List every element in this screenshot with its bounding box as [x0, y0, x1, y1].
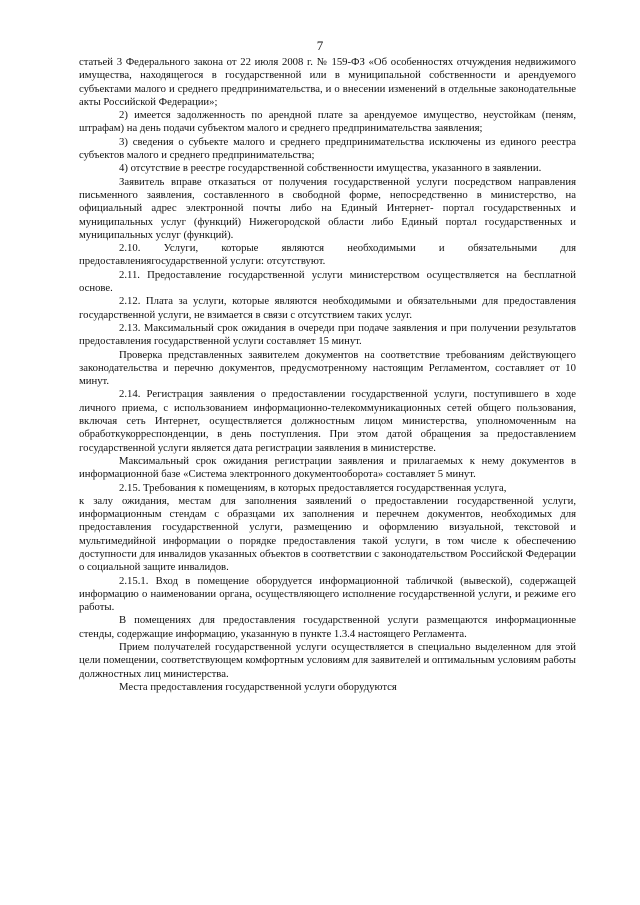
- paragraph: 2.11. Предоставление государственной услуги министерством осуществляется на бесплатной основе.: [79, 268, 576, 295]
- paragraph: 2.15.1. Вход в помещение оборудуется информационной табличкой (вывеской), содержащей информацию о наименовании органа, осуществляющего исполнение государственной услуги, и режиме его работы.: [79, 574, 576, 614]
- page-number: 7: [316, 38, 324, 53]
- paragraph: 2) имеется задолженность по арендной плате за арендуемое имущество, неустойкам (пеням, штрафам) на день подачи субъектом малого и среднего предпринимательства заявления;: [79, 109, 576, 135]
- paragraph: 3) сведения о субъекте малого и среднего предпринимательства исключены из единого реестра субъектов малого и среднего предпринимательства;: [79, 135, 576, 162]
- paragraph: 2.13. Максимальный срок ожидания в очереди при подаче заявления и при получении результатов предоставления государственной услуги составляет 15 минут.: [79, 321, 576, 348]
- paragraph: 2.14. Регистрация заявления о предоставлении государственной услуги, поступившего в ходе личного приема, с использованием информационно-телекоммуникационных сетей общего пользования, включая сеть Интернет, осуществляется должностным лицом министерства, уполномоченным на обработкукорреспонденции, в день поступления. При этом датой обращения за предоставлением государственной услуги является дата регистрации заявления в министерстве.: [79, 388, 576, 454]
- paragraph: 2.15. Требования к помещениям, в которых предоставляется государственная услуга,: [119, 481, 507, 494]
- paragraph: 2.12. Плата за услуги, которые являются необходимыми и обязательными для предоставления государственной услуги, не взимается в связи с отсутствием таких услуг.: [79, 295, 576, 321]
- paragraph: Места предоставления государственной услуги оборудуются: [119, 680, 397, 693]
- document-body: [79, 56, 576, 694]
- paragraph: статьей 3 Федерального закона от 22 июля 2008 г. № 159-ФЗ «Об особенностях отчуждения недвижимого имущества, находящегося в государственной или в муниципальной собственности и арендуемого субъектами малого и среднего предпринимательства, и о внесении изменений в отдельные законодательные акты Российской Федерации»;: [79, 56, 576, 108]
- paragraph: Прием получателей государственной услуги осуществляется в специально выделенном для этой цели помещении, соответствующем комфортным условиям для заявителей и оптимальным условиям работы должностных лиц министерства.: [79, 641, 576, 680]
- paragraph: Максимальный срок ожидания регистрации заявления и прилагаемых к нему документов в информационной базе «Система электронного документооборота» составляет 5 минут.: [79, 454, 576, 481]
- paragraph: 2.10. Услуги, которые являются необходимыми и обязательными для предоставлениягосударственной услуги: отсутствуют.: [79, 242, 576, 268]
- paragraph: В помещениях для предоставления государственной услуги размещаются информационные стенды, содержащие информацию, указанную в пункте 1.3.4 настоящего Регламента.: [79, 614, 576, 640]
- paragraph: 4) отсутствие в реестре государственной собственности имущества, указанного в заявлении.: [119, 162, 542, 175]
- paragraph: Проверка представленных заявителем документов на соответствие требованиям действующего законодательства и перечню документов, предусмотренному настоящим Регламентом, составляет от 10 минут.: [79, 348, 576, 388]
- paragraph: к залу ожидания, местам для заполнения заявлений о предоставлении государственной услуги, информационным стендам с образцами их заполнения и перечнем документов, необходимых для предоставления государственной услуги, размещению и оформлению визуальной, текстовой и мультимедийной информации о порядке предоставления такой услуги, в том числе к обеспечению доступности для инвалидов указанных объектов в соответствии с законодательством Российской Федерации о социальной защите инвалидов.: [79, 494, 576, 574]
- paragraph: Заявитель вправе отказаться от получения государственной услуги посредством направления письменного заявления, составленного в свободной форме, непосредственно в министерство, на официальный адрес электронной почты либо на Единый Интернет- портал государственных и муниципальных услуг (функций) Нижегородской области либо Единый портал государственных и муниципальных услуг (функций).: [79, 175, 576, 241]
